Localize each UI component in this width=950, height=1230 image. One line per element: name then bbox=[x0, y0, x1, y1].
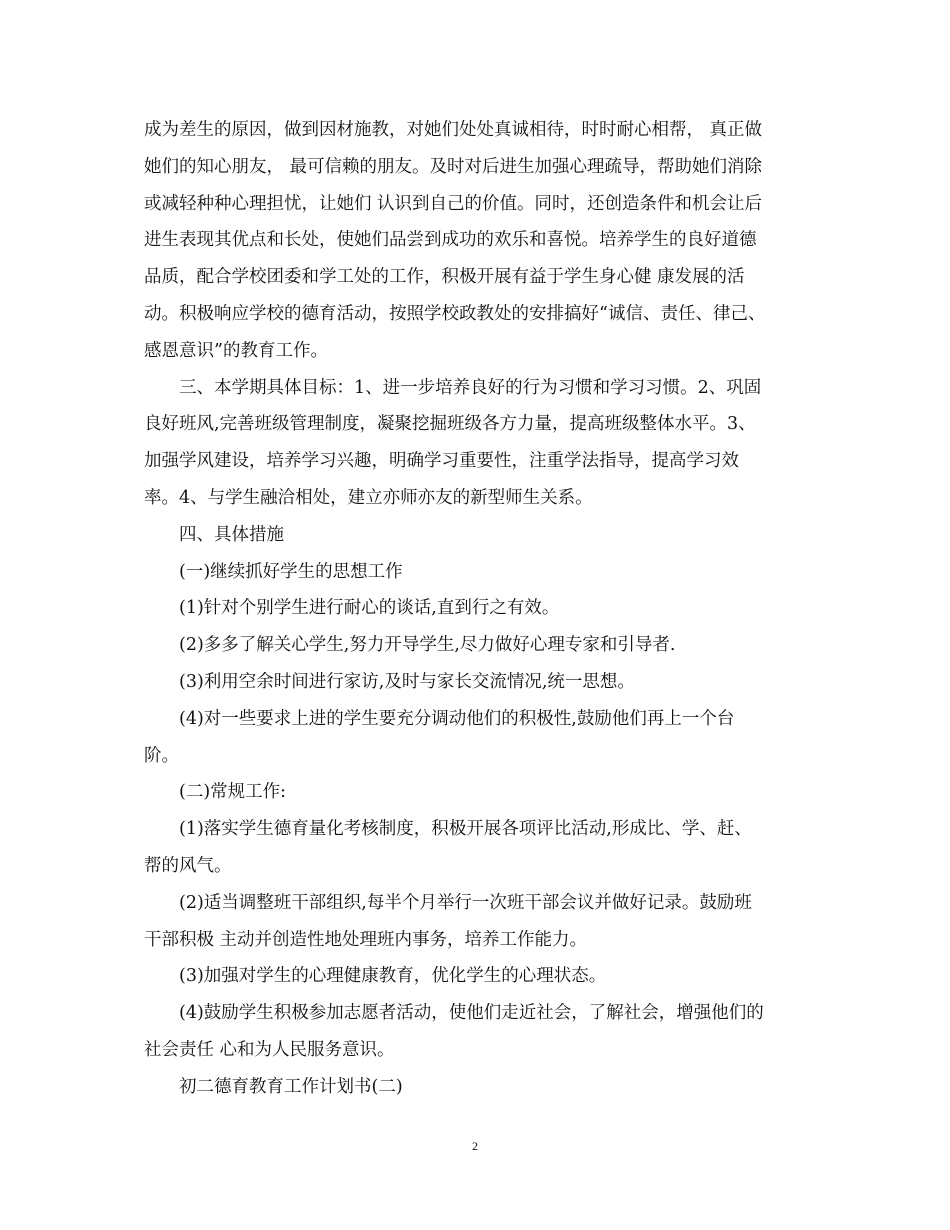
goals-paragraph-line: 良好班风,完善班级管理制度，凝聚挖掘班级各方力量，提高班级整体水平。3、 bbox=[144, 414, 756, 435]
paragraph-line: 动。积极响应学校的德育活动，按照学校政教处的安排搞好“诚信、责任、律己、 bbox=[144, 303, 766, 324]
paragraph-line: 或减轻种种心理担忧，让她们 认识到自己的价值。同时，还创造条件和机会让后 bbox=[144, 193, 763, 214]
goals-paragraph-line: 率。4、与学生融洽相处，建立亦师亦友的新型师生关系。 bbox=[144, 487, 593, 508]
list-item-continuation: 干部积极 主动并创造性地处理班内事务，培养工作能力。 bbox=[144, 929, 588, 950]
list-item-continuation: 帮的风气。 bbox=[144, 855, 232, 876]
subsection-heading: (二)常规工作: bbox=[179, 782, 287, 803]
list-item: (2)适当调整班干部组织,每半个月举行一次班干部会议并做好记录。鼓励班 bbox=[179, 892, 752, 913]
goals-paragraph-line: 加强学风建设，培养学习兴趣，明确学习重要性，注重学法指导，提高学习效 bbox=[144, 451, 739, 472]
paragraph-line: 感恩意识”的教育工作。 bbox=[144, 340, 328, 361]
paragraph-line: 她们的知心朋友， 最可信赖的朋友。及时对后进生加强心理疏导，帮助她们消除 bbox=[144, 156, 763, 177]
list-item: (3)加强对学生的心理健康教育，优化学生的心理状态。 bbox=[179, 966, 607, 987]
list-item: (2)多多了解关心学生,努力开导学生,尽力做好心理专家和引导者. bbox=[179, 635, 676, 656]
list-item: (3)利用空余时间进行家访,及时与家长交流情况,统一思想。 bbox=[179, 671, 635, 692]
goals-paragraph-line: 三、本学期具体目标：1、进一步培养良好的行为习惯和学习习惯。2、巩固 bbox=[179, 377, 762, 398]
page-number: 2 bbox=[472, 1139, 478, 1153]
paragraph-line: 成为差生的原因，做到因材施教，对她们处处真诚相待，时时耐心相帮， 真正做 bbox=[144, 120, 763, 140]
list-item: (1)针对个别学生进行耐心的谈话,直到行之有效。 bbox=[179, 598, 560, 619]
list-item: (4)鼓励学生积极参加志愿者活动，使他们走近社会，了解社会，增强他们的 bbox=[179, 1003, 764, 1024]
document-title: 初二德育教育工作计划书(二) bbox=[179, 1076, 403, 1097]
document-body bbox=[144, 112, 808, 1106]
section-heading: 四、具体措施 bbox=[179, 524, 284, 545]
paragraph-line: 品质，配合学校团委和学工处的工作，积极开展有益于学生身心健 康发展的活 bbox=[144, 267, 745, 288]
list-item: (4)对一些要求上进的学生要充分调动他们的积极性,鼓励他们再上一个台 bbox=[179, 708, 735, 729]
list-item-continuation: 社会责任 心和为人民服务意识。 bbox=[144, 1039, 395, 1060]
subsection-heading: (一)继续抓好学生的思想工作 bbox=[179, 561, 403, 582]
list-item: (1)落实学生德育量化考核制度，积极开展各项评比活动,形成比、学、赶、 bbox=[179, 819, 752, 840]
paragraph-line: 进生表现其优点和长处，使她们品尝到成功的欢乐和喜悦。培养学生的良好道德 bbox=[144, 230, 757, 251]
list-item-continuation: 阶。 bbox=[144, 745, 179, 766]
